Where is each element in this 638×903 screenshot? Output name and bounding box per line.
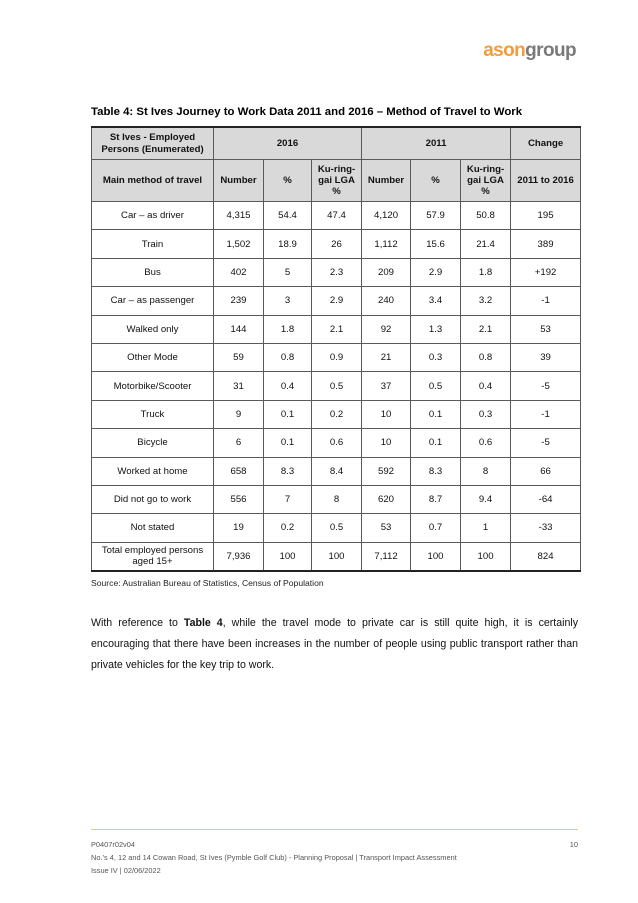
cell-number-2016: 59 [214, 343, 264, 371]
cell-percent-2011: 8.7 [411, 485, 461, 513]
cell-method: Walked only [92, 315, 214, 343]
cell-method: Did not go to work [92, 485, 214, 513]
table-row [92, 315, 581, 343]
cell-lga-percent-2011: 9.4 [461, 485, 511, 513]
cell-change: -5 [511, 429, 581, 457]
cell-change: +192 [511, 258, 581, 286]
cell-method: Car – as passenger [92, 287, 214, 315]
cell-number-2011: 7,112 [362, 542, 411, 570]
header-employed-persons: St Ives - Employed Persons (Enumerated) [92, 127, 214, 160]
cell-percent-2011: 0.7 [411, 514, 461, 542]
table-body [92, 202, 581, 571]
footer-reference: P0407r02v04 [91, 840, 135, 849]
cell-number-2016: 1,502 [214, 230, 264, 258]
cell-percent-2011: 1.3 [411, 315, 461, 343]
cell-percent-2011: 0.1 [411, 429, 461, 457]
cell-lga-percent-2016: 2.3 [312, 258, 362, 286]
cell-percent-2016: 5 [264, 258, 312, 286]
table-row [92, 429, 581, 457]
cell-percent-2016: 0.8 [264, 343, 312, 371]
cell-number-2011: 10 [362, 400, 411, 428]
travel-to-work-table [91, 126, 581, 572]
cell-lga-percent-2016: 0.6 [312, 429, 362, 457]
cell-change: 53 [511, 315, 581, 343]
table-row [92, 485, 581, 513]
table-row [92, 258, 581, 286]
paragraph-table-reference: Table 4 [183, 617, 223, 629]
cell-percent-2011: 15.6 [411, 230, 461, 258]
cell-lga-percent-2011: 1 [461, 514, 511, 542]
cell-number-2011: 1,112 [362, 230, 411, 258]
cell-percent-2011: 3.4 [411, 287, 461, 315]
table-header-row-1 [92, 127, 581, 160]
header-year-2016: 2016 [214, 127, 362, 160]
page-footer [91, 838, 578, 877]
cell-number-2016: 6 [214, 429, 264, 457]
cell-number-2016: 144 [214, 315, 264, 343]
header-number-2011: Number [362, 160, 411, 202]
cell-number-2011: 620 [362, 485, 411, 513]
cell-number-2011: 4,120 [362, 202, 411, 230]
cell-number-2011: 240 [362, 287, 411, 315]
cell-method: Truck [92, 400, 214, 428]
cell-change: 39 [511, 343, 581, 371]
header-lga-percent-2011: Ku-ring-gai LGA % [461, 160, 511, 202]
header-change-period: 2011 to 2016 [511, 160, 581, 202]
cell-lga-percent-2011: 100 [461, 542, 511, 570]
cell-lga-percent-2011: 3.2 [461, 287, 511, 315]
cell-percent-2016: 0.1 [264, 429, 312, 457]
cell-percent-2016: 1.8 [264, 315, 312, 343]
header-change: Change [511, 127, 581, 160]
cell-percent-2016: 0.4 [264, 372, 312, 400]
cell-number-2011: 10 [362, 429, 411, 457]
cell-change: -1 [511, 400, 581, 428]
cell-number-2011: 53 [362, 514, 411, 542]
table-row [92, 230, 581, 258]
cell-change: -33 [511, 514, 581, 542]
cell-lga-percent-2016: 0.9 [312, 343, 362, 371]
paragraph-intro: With reference to [91, 617, 184, 629]
body-paragraph [91, 613, 578, 676]
logo-part-group: group [525, 40, 576, 61]
table-row [92, 514, 581, 542]
cell-change: 824 [511, 542, 581, 570]
cell-percent-2016: 0.1 [264, 400, 312, 428]
table-source-note: Source: Australian Bureau of Statistics, Census of Population [91, 578, 324, 588]
cell-change: -64 [511, 485, 581, 513]
cell-lga-percent-2011: 50.8 [461, 202, 511, 230]
header-year-2011: 2011 [362, 127, 511, 160]
cell-lga-percent-2011: 1.8 [461, 258, 511, 286]
cell-number-2016: 19 [214, 514, 264, 542]
header-number-2016: Number [214, 160, 264, 202]
cell-lga-percent-2011: 0.4 [461, 372, 511, 400]
cell-lga-percent-2016: 0.5 [312, 372, 362, 400]
cell-percent-2011: 8.3 [411, 457, 461, 485]
footer-divider [91, 829, 578, 830]
table-row [92, 457, 581, 485]
cell-percent-2011: 57.9 [411, 202, 461, 230]
cell-lga-percent-2016: 8.4 [312, 457, 362, 485]
cell-lga-percent-2011: 0.6 [461, 429, 511, 457]
cell-number-2011: 21 [362, 343, 411, 371]
company-logo [483, 40, 576, 62]
cell-change: -5 [511, 372, 581, 400]
cell-number-2016: 9 [214, 400, 264, 428]
cell-change: -1 [511, 287, 581, 315]
cell-lga-percent-2011: 0.8 [461, 343, 511, 371]
table-row [92, 400, 581, 428]
cell-number-2016: 31 [214, 372, 264, 400]
cell-method: Bicycle [92, 429, 214, 457]
cell-percent-2011: 2.9 [411, 258, 461, 286]
footer-project: No.’s 4, 12 and 14 Cowan Road, St Ives (Pymble Golf Club) - Planning Proposal | Transport Impact Assessment [91, 853, 457, 862]
cell-percent-2011: 0.5 [411, 372, 461, 400]
cell-number-2011: 592 [362, 457, 411, 485]
table-row [92, 287, 581, 315]
cell-number-2016: 4,315 [214, 202, 264, 230]
table-row [92, 343, 581, 371]
header-percent-2011: % [411, 160, 461, 202]
logo-part-ason: ason [483, 40, 526, 61]
cell-percent-2011: 0.3 [411, 343, 461, 371]
cell-lga-percent-2016: 47.4 [312, 202, 362, 230]
table-row [92, 202, 581, 230]
cell-percent-2011: 100 [411, 542, 461, 570]
cell-percent-2016: 0.2 [264, 514, 312, 542]
cell-number-2016: 402 [214, 258, 264, 286]
cell-lga-percent-2011: 0.3 [461, 400, 511, 428]
cell-method: Bus [92, 258, 214, 286]
cell-lga-percent-2011: 21.4 [461, 230, 511, 258]
cell-method: Train [92, 230, 214, 258]
cell-number-2016: 239 [214, 287, 264, 315]
footer-issue: Issue IV | 02/06/2022 [91, 866, 161, 875]
cell-percent-2016: 8.3 [264, 457, 312, 485]
cell-number-2011: 92 [362, 315, 411, 343]
table-header-row-2 [92, 160, 581, 202]
cell-method: Not stated [92, 514, 214, 542]
cell-method: Car – as driver [92, 202, 214, 230]
cell-change: 389 [511, 230, 581, 258]
header-percent-2016: % [264, 160, 312, 202]
cell-percent-2016: 54.4 [264, 202, 312, 230]
cell-lga-percent-2016: 8 [312, 485, 362, 513]
cell-number-2016: 7,936 [214, 542, 264, 570]
cell-percent-2011: 0.1 [411, 400, 461, 428]
cell-lga-percent-2016: 0.5 [312, 514, 362, 542]
cell-method: Total employed persons aged 15+ [92, 542, 214, 570]
header-main-method: Main method of travel [92, 160, 214, 202]
table-row [92, 542, 581, 570]
cell-percent-2016: 100 [264, 542, 312, 570]
cell-lga-percent-2016: 26 [312, 230, 362, 258]
cell-method: Other Mode [92, 343, 214, 371]
cell-change: 66 [511, 457, 581, 485]
cell-lga-percent-2016: 2.1 [312, 315, 362, 343]
cell-number-2011: 209 [362, 258, 411, 286]
cell-lga-percent-2016: 100 [312, 542, 362, 570]
cell-number-2016: 556 [214, 485, 264, 513]
paragraph-text: , while the travel mode to private car is still quite high, it is certainly encouraging that there have been increases in the number of people using public transport rather than private vehicles for the key trip to work. [91, 617, 579, 671]
page-number: 10 [569, 840, 578, 849]
cell-lga-percent-2016: 2.9 [312, 287, 362, 315]
cell-lga-percent-2011: 8 [461, 457, 511, 485]
table-row [92, 372, 581, 400]
cell-number-2016: 658 [214, 457, 264, 485]
cell-percent-2016: 7 [264, 485, 312, 513]
cell-number-2011: 37 [362, 372, 411, 400]
cell-percent-2016: 18.9 [264, 230, 312, 258]
cell-percent-2016: 3 [264, 287, 312, 315]
cell-change: 195 [511, 202, 581, 230]
cell-lga-percent-2016: 0.2 [312, 400, 362, 428]
table-caption: Table 4: St Ives Journey to Work Data 2011 and 2016 – Method of Travel to Work [91, 106, 523, 118]
cell-lga-percent-2011: 2.1 [461, 315, 511, 343]
header-lga-percent-2016: Ku-ring-gai LGA % [312, 160, 362, 202]
cell-method: Worked at home [92, 457, 214, 485]
cell-method: Motorbike/Scooter [92, 372, 214, 400]
